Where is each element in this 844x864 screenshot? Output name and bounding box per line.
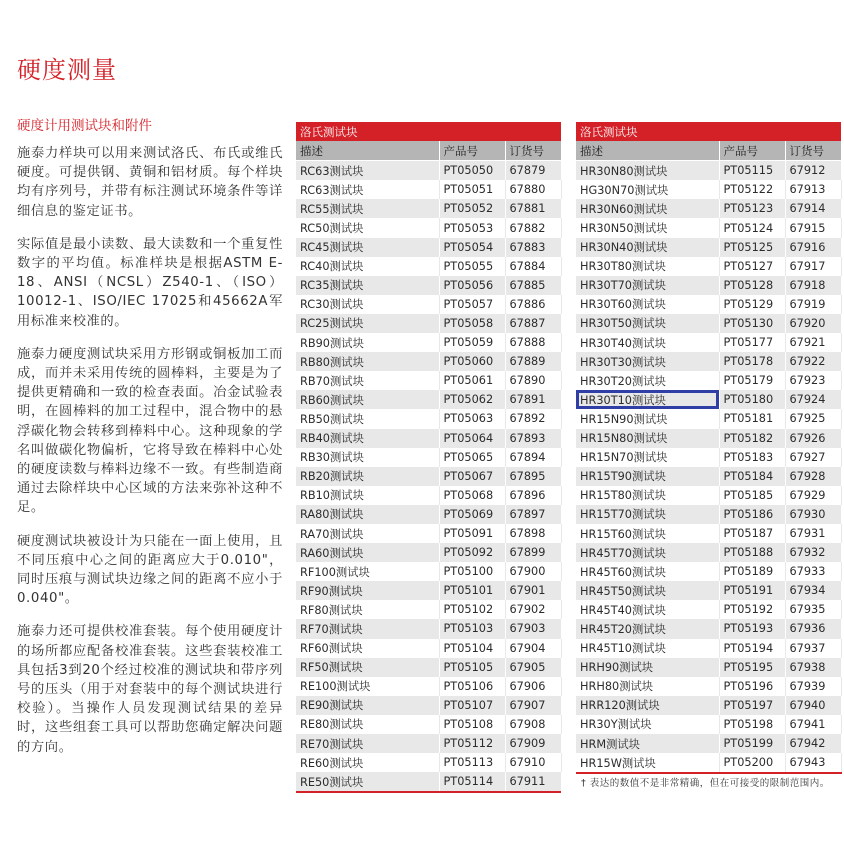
cell-product-no: PT05091 <box>439 524 505 543</box>
column-header-description: 描述 <box>296 141 439 161</box>
cell-order-no: 67927 <box>785 448 841 467</box>
table-row <box>576 371 841 390</box>
cell-description: RF80测试块 <box>296 600 439 619</box>
cell-description: HR45T10测试块 <box>576 639 719 658</box>
table-row <box>576 543 841 562</box>
table-row <box>576 486 841 505</box>
cell-product-no: PT05055 <box>439 257 505 276</box>
table-row <box>576 619 841 638</box>
table-row <box>296 352 561 371</box>
cell-product-no: PT05064 <box>439 429 505 448</box>
cell-product-no: PT05129 <box>719 295 785 314</box>
cell-order-no: 67915 <box>785 218 841 237</box>
cell-order-no: 67905 <box>505 658 561 677</box>
table-row <box>576 199 841 218</box>
cell-product-no: PT05053 <box>439 218 505 237</box>
cell-description: RE60测试块 <box>296 753 439 772</box>
cell-product-no: PT05177 <box>719 333 785 352</box>
cell-product-no: PT05187 <box>719 524 785 543</box>
cell-description: HR30N80测试块 <box>576 161 719 181</box>
cell-description: HR30T50测试块 <box>576 314 719 333</box>
cell-order-no: 67931 <box>785 524 841 543</box>
table-row <box>296 390 561 409</box>
cell-order-no: 67897 <box>505 505 561 524</box>
cell-order-no: 67894 <box>505 448 561 467</box>
cell-order-no: 67899 <box>505 543 561 562</box>
cell-product-no: PT05050 <box>439 161 505 181</box>
table-row <box>576 161 841 181</box>
table-row <box>296 295 561 314</box>
cell-description: HR30T60测试块 <box>576 295 719 314</box>
cell-product-no: PT05051 <box>439 180 505 199</box>
cell-product-no: PT05189 <box>719 562 785 581</box>
table-row <box>576 180 841 199</box>
table-title: 洛氏测试块 <box>576 122 841 141</box>
cell-description: HR15N90测试块 <box>576 409 719 428</box>
cell-description: RA80测试块 <box>296 505 439 524</box>
cell-description: HRH80测试块 <box>576 677 719 696</box>
cell-product-no: PT05057 <box>439 295 505 314</box>
cell-order-no: 67889 <box>505 352 561 371</box>
cell-order-no: 67893 <box>505 429 561 448</box>
cell-description: HR30T10测试块 <box>576 390 719 409</box>
cell-description: RE70测试块 <box>296 734 439 753</box>
cell-description: HR30N60测试块 <box>576 199 719 218</box>
table-row <box>576 658 841 677</box>
table-row <box>576 390 841 409</box>
table-row <box>576 257 841 276</box>
cell-description: RC45测试块 <box>296 238 439 257</box>
paragraph: 施泰力还可提供校准套装。每个使用硬度计的场所都应配备校准套装。这些套装校准工具包括3到20个经过校准的测试块和带序列号的压头（用于对套装中的每个测试块进行校验）。当操作人员发现测试结果的差异时，这些组套工具可以帮助您确定解决问题的方向。 <box>17 624 283 755</box>
cell-description: RC63测试块 <box>296 180 439 199</box>
cell-description: HR15T60测试块 <box>576 524 719 543</box>
cell-product-no: PT05059 <box>439 333 505 352</box>
cell-product-no: PT05113 <box>439 753 505 772</box>
cell-product-no: PT05180 <box>719 390 785 409</box>
cell-product-no: PT05191 <box>719 581 785 600</box>
cell-order-no: 67917 <box>785 257 841 276</box>
cell-order-no: 67921 <box>785 333 841 352</box>
cell-description: HR15N80测试块 <box>576 429 719 448</box>
table-row <box>296 161 561 181</box>
table-row <box>296 619 561 638</box>
cell-order-no: 67914 <box>785 199 841 218</box>
cell-order-no: 67939 <box>785 677 841 696</box>
cell-description: HR15T80测试块 <box>576 486 719 505</box>
table-row <box>576 448 841 467</box>
cell-order-no: 67937 <box>785 639 841 658</box>
table-row <box>296 448 561 467</box>
table-row <box>296 734 561 753</box>
cell-order-no: 67930 <box>785 505 841 524</box>
table-row <box>576 562 841 581</box>
rockwell-table-right <box>576 122 842 774</box>
cell-order-no: 67928 <box>785 467 841 486</box>
footnote: † 表达的数值不是非常精确，但在可接受的限制范围内。 <box>581 778 830 789</box>
cell-product-no: PT05200 <box>719 753 785 773</box>
paragraph: 实际值是最小读数、最大读数和一个重复性数字的平均值。标准样块是根据ASTM E-18、ANSI（NCSL）Z540-1、（ISO）10012-1、ISO/IEC 17025和45662A军用标准来校准的。 <box>17 236 283 329</box>
cell-description: RA60测试块 <box>296 543 439 562</box>
cell-product-no: PT05186 <box>719 505 785 524</box>
cell-description: RF100测试块 <box>296 562 439 581</box>
cell-description: HRR120测试块 <box>576 696 719 715</box>
cell-product-no: PT05188 <box>719 543 785 562</box>
column-header-product-no: 产品号 <box>719 141 785 161</box>
cell-order-no: 67912 <box>785 161 841 181</box>
cell-order-no: 67938 <box>785 658 841 677</box>
table-row <box>296 600 561 619</box>
cell-order-no: 67929 <box>785 486 841 505</box>
cell-description: HG30N70测试块 <box>576 180 719 199</box>
cell-description: RF60测试块 <box>296 639 439 658</box>
table-row <box>296 429 561 448</box>
cell-order-no: 67902 <box>505 600 561 619</box>
cell-order-no: 67885 <box>505 276 561 295</box>
cell-order-no: 67913 <box>785 180 841 199</box>
cell-product-no: PT05062 <box>439 390 505 409</box>
cell-product-no: PT05052 <box>439 199 505 218</box>
cell-description: RC50测试块 <box>296 218 439 237</box>
table-row <box>576 753 841 773</box>
table-row <box>296 524 561 543</box>
table-row <box>296 543 561 562</box>
cell-order-no: 67941 <box>785 715 841 734</box>
cell-description: RC63测试块 <box>296 161 439 181</box>
cell-product-no: PT05054 <box>439 238 505 257</box>
cell-order-no: 67880 <box>505 180 561 199</box>
cell-product-no: PT05194 <box>719 639 785 658</box>
table-title: 洛氏测试块 <box>296 122 561 141</box>
cell-order-no: 67883 <box>505 238 561 257</box>
cell-order-no: 67919 <box>785 295 841 314</box>
cell-product-no: PT05196 <box>719 677 785 696</box>
paragraph: 施泰力硬度测试块采用方形钢或铜板加工而成，而并未采用传统的圆棒料，主要是为了提供更精确和一致的检查表面。冶金试验表明，在圆棒料的加工过程中，混合物中的悬浮碳化物会转移到棒料中心。这种现象的学名叫做碳化物偏析，它将导致在棒料中心处的硬度读数与棒料边缘不一致。有些制造商通过去除样块中心区域的方法来弥补这种不足。 <box>17 346 283 516</box>
table-row <box>296 333 561 352</box>
cell-product-no: PT05195 <box>719 658 785 677</box>
table-row <box>576 639 841 658</box>
table-row <box>296 677 561 696</box>
table-row <box>576 734 841 753</box>
cell-description: RB70测试块 <box>296 371 439 390</box>
cell-description: RA70测试块 <box>296 524 439 543</box>
cell-product-no: PT05060 <box>439 352 505 371</box>
cell-product-no: PT05061 <box>439 371 505 390</box>
table-row <box>576 409 841 428</box>
cell-description: HR30N40测试块 <box>576 238 719 257</box>
table-row <box>296 199 561 218</box>
cell-description: RF90测试块 <box>296 581 439 600</box>
cell-product-no: PT05192 <box>719 600 785 619</box>
cell-order-no: 67940 <box>785 696 841 715</box>
cell-description: HR15W测试块 <box>576 753 719 773</box>
cell-description: HRM测试块 <box>576 734 719 753</box>
cell-order-no: 67934 <box>785 581 841 600</box>
cell-order-no: 67942 <box>785 734 841 753</box>
cell-description: RF50测试块 <box>296 658 439 677</box>
table-row <box>576 467 841 486</box>
table-row <box>296 639 561 658</box>
cell-product-no: PT05107 <box>439 696 505 715</box>
table-row <box>296 562 561 581</box>
cell-description: RE90测试块 <box>296 696 439 715</box>
table-row <box>576 276 841 295</box>
column-header-product-no: 产品号 <box>439 141 505 161</box>
cell-description: HR15N70测试块 <box>576 448 719 467</box>
cell-order-no: 67932 <box>785 543 841 562</box>
cell-product-no: PT05065 <box>439 448 505 467</box>
cell-order-no: 67881 <box>505 199 561 218</box>
cell-order-no: 67918 <box>785 276 841 295</box>
table-row <box>576 238 841 257</box>
cell-order-no: 67895 <box>505 467 561 486</box>
cell-description: HR30T20测试块 <box>576 371 719 390</box>
cell-order-no: 67884 <box>505 257 561 276</box>
paragraph: 硬度测试块被设计为只能在一面上使用，且不同压痕中心之间的距离应大于0.010"，同时压痕与测试块边缘之间的距离不应小于0.040"。 <box>17 533 283 607</box>
table-row <box>576 333 841 352</box>
cell-product-no: PT05128 <box>719 276 785 295</box>
cell-order-no: 67925 <box>785 409 841 428</box>
cell-product-no: PT05108 <box>439 715 505 734</box>
table-row <box>296 218 561 237</box>
table-row <box>296 238 561 257</box>
cell-product-no: PT05179 <box>719 371 785 390</box>
cell-order-no: 67890 <box>505 371 561 390</box>
cell-product-no: PT05123 <box>719 199 785 218</box>
cell-order-no: 67907 <box>505 696 561 715</box>
cell-order-no: 67922 <box>785 352 841 371</box>
intro-text-column <box>17 114 283 771</box>
cell-product-no: PT05198 <box>719 715 785 734</box>
cell-description: HR15T70测试块 <box>576 505 719 524</box>
cell-order-no: 67933 <box>785 562 841 581</box>
table-row <box>296 467 561 486</box>
cell-order-no: 67920 <box>785 314 841 333</box>
cell-order-no: 67909 <box>505 734 561 753</box>
cell-product-no: PT05106 <box>439 677 505 696</box>
cell-description: RB30测试块 <box>296 448 439 467</box>
cell-order-no: 67882 <box>505 218 561 237</box>
page-title: 硬度测量 <box>17 56 117 84</box>
cell-product-no: PT05101 <box>439 581 505 600</box>
cell-order-no: 67900 <box>505 562 561 581</box>
cell-order-no: 67906 <box>505 677 561 696</box>
table-row <box>296 715 561 734</box>
table-row <box>576 696 841 715</box>
cell-description: HR45T20测试块 <box>576 619 719 638</box>
cell-order-no: 67926 <box>785 429 841 448</box>
cell-product-no: PT05068 <box>439 486 505 505</box>
cell-order-no: 67935 <box>785 600 841 619</box>
cell-order-no: 67943 <box>785 753 841 773</box>
table-row <box>576 600 841 619</box>
cell-product-no: PT05069 <box>439 505 505 524</box>
cell-order-no: 67888 <box>505 333 561 352</box>
cell-product-no: PT05181 <box>719 409 785 428</box>
cell-order-no: 67892 <box>505 409 561 428</box>
cell-description: RB80测试块 <box>296 352 439 371</box>
table-row <box>296 276 561 295</box>
cell-order-no: 67908 <box>505 715 561 734</box>
cell-description: RC25测试块 <box>296 314 439 333</box>
rockwell-table-left <box>296 122 562 793</box>
cell-product-no: PT05185 <box>719 486 785 505</box>
cell-product-no: PT05178 <box>719 352 785 371</box>
cell-description: HR30T40测试块 <box>576 333 719 352</box>
table-row <box>296 257 561 276</box>
cell-description: HR30Y测试块 <box>576 715 719 734</box>
cell-order-no: 67887 <box>505 314 561 333</box>
cell-product-no: PT05102 <box>439 600 505 619</box>
cell-description: RC40测试块 <box>296 257 439 276</box>
table-row <box>576 218 841 237</box>
table-row <box>296 772 561 792</box>
cell-description: HRH90测试块 <box>576 658 719 677</box>
column-header-order-no: 订货号 <box>505 141 561 161</box>
cell-product-no: PT05092 <box>439 543 505 562</box>
cell-description: RB60测试块 <box>296 390 439 409</box>
cell-product-no: PT05115 <box>719 161 785 181</box>
cell-product-no: PT05127 <box>719 257 785 276</box>
cell-description: HR30N50测试块 <box>576 218 719 237</box>
cell-description: HR45T40测试块 <box>576 600 719 619</box>
table-row <box>296 486 561 505</box>
cell-product-no: PT05058 <box>439 314 505 333</box>
table-row <box>296 696 561 715</box>
cell-product-no: PT05056 <box>439 276 505 295</box>
cell-description: HR30T70测试块 <box>576 276 719 295</box>
cell-product-no: PT05104 <box>439 639 505 658</box>
cell-order-no: 67903 <box>505 619 561 638</box>
table-row <box>296 180 561 199</box>
table-row <box>576 295 841 314</box>
cell-description: HR15T90测试块 <box>576 467 719 486</box>
table-row <box>576 524 841 543</box>
table-row <box>296 581 561 600</box>
cell-description: HR45T70测试块 <box>576 543 719 562</box>
cell-description: RB50测试块 <box>296 409 439 428</box>
cell-product-no: PT05103 <box>439 619 505 638</box>
cell-order-no: 67910 <box>505 753 561 772</box>
table-row <box>576 352 841 371</box>
table-row <box>576 581 841 600</box>
cell-order-no: 67898 <box>505 524 561 543</box>
cell-product-no: PT05105 <box>439 658 505 677</box>
table-row <box>576 677 841 696</box>
cell-description: HR45T50测试块 <box>576 581 719 600</box>
table-row <box>576 429 841 448</box>
cell-product-no: PT05193 <box>719 619 785 638</box>
cell-order-no: 67891 <box>505 390 561 409</box>
table-row <box>296 371 561 390</box>
cell-order-no: 67936 <box>785 619 841 638</box>
cell-product-no: PT05063 <box>439 409 505 428</box>
cell-product-no: PT05199 <box>719 734 785 753</box>
cell-product-no: PT05122 <box>719 180 785 199</box>
cell-product-no: PT05197 <box>719 696 785 715</box>
cell-product-no: PT05125 <box>719 238 785 257</box>
cell-order-no: 67924 <box>785 390 841 409</box>
table-row <box>576 715 841 734</box>
cell-order-no: 67896 <box>505 486 561 505</box>
cell-product-no: PT05112 <box>439 734 505 753</box>
cell-description: RC55测试块 <box>296 199 439 218</box>
table-row <box>296 753 561 772</box>
cell-description: HR30T80测试块 <box>576 257 719 276</box>
table-row <box>576 505 841 524</box>
cell-description: RE50测试块 <box>296 772 439 792</box>
cell-product-no: PT05100 <box>439 562 505 581</box>
cell-order-no: 67886 <box>505 295 561 314</box>
cell-description: RB40测试块 <box>296 429 439 448</box>
cell-order-no: 67911 <box>505 772 561 792</box>
cell-description: RB90测试块 <box>296 333 439 352</box>
cell-product-no: PT05184 <box>719 467 785 486</box>
cell-description: RB10测试块 <box>296 486 439 505</box>
column-header-order-no: 订货号 <box>785 141 841 161</box>
section-subheading: 硬度计用测试块和附件 <box>17 118 152 134</box>
table-row <box>576 314 841 333</box>
paragraph: 施泰力样块可以用来测试洛氏、布氏或维氏硬度。可提供钢、黄铜和铝材质。每个样块均有序列号，并带有标注测试环境条件等详细信息的鉴定证书。 <box>17 146 283 219</box>
cell-order-no: 67904 <box>505 639 561 658</box>
cell-product-no: PT05182 <box>719 429 785 448</box>
cell-order-no: 67916 <box>785 238 841 257</box>
cell-order-no: 67923 <box>785 371 841 390</box>
cell-description: RB20测试块 <box>296 467 439 486</box>
cell-description: RC30测试块 <box>296 295 439 314</box>
cell-product-no: PT05130 <box>719 314 785 333</box>
table-row <box>296 409 561 428</box>
cell-description: HR30T30测试块 <box>576 352 719 371</box>
cell-description: RF70测试块 <box>296 619 439 638</box>
column-header-description: 描述 <box>576 141 719 161</box>
cell-description: RE80测试块 <box>296 715 439 734</box>
table-row <box>296 505 561 524</box>
cell-product-no: PT05067 <box>439 467 505 486</box>
table-row <box>296 314 561 333</box>
cell-order-no: 67901 <box>505 581 561 600</box>
cell-description: HR45T60测试块 <box>576 562 719 581</box>
cell-description: RE100测试块 <box>296 677 439 696</box>
cell-product-no: PT05114 <box>439 772 505 792</box>
cell-product-no: PT05124 <box>719 218 785 237</box>
table-row <box>296 658 561 677</box>
cell-order-no: 67879 <box>505 161 561 181</box>
cell-product-no: PT05183 <box>719 448 785 467</box>
cell-description: RC35测试块 <box>296 276 439 295</box>
